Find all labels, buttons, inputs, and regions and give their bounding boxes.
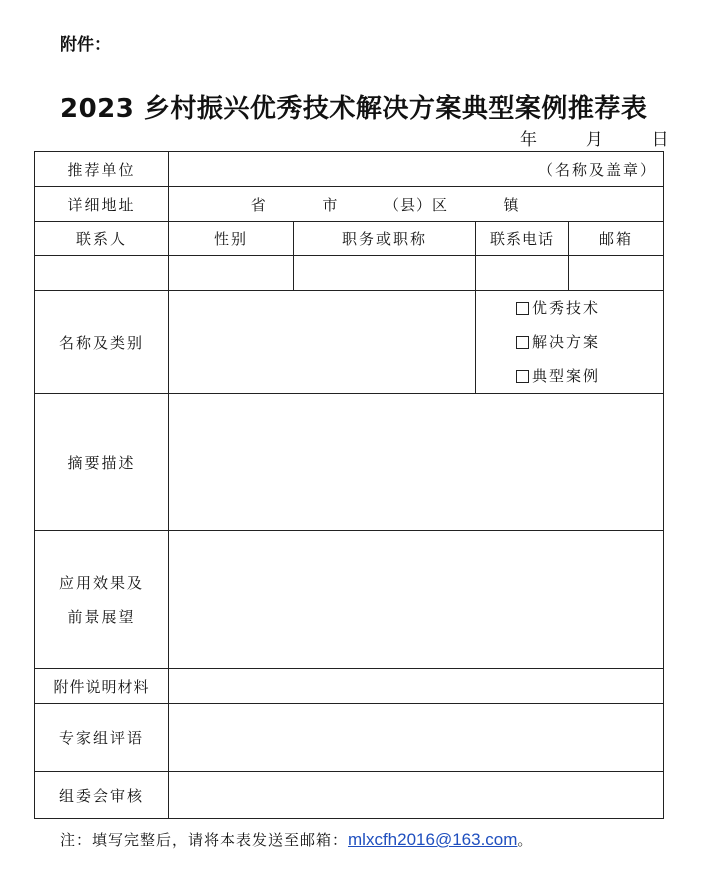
expert-label: 专家组评语 (35, 704, 169, 772)
recommendation-form (34, 151, 664, 819)
date-year: 年 (520, 130, 539, 150)
address-province: 省 (250, 195, 267, 214)
name-field[interactable] (169, 291, 476, 394)
footer-note (60, 829, 533, 850)
committee-label: 组委会审核 (35, 772, 169, 819)
email-field[interactable] (569, 256, 664, 291)
recommender-hint: （名称及盖章） (538, 160, 658, 179)
address-field[interactable] (169, 187, 664, 222)
checkbox[interactable] (516, 302, 529, 315)
recommender-label: 推荐单位 (35, 152, 169, 187)
name-category-label: 名称及类别 (35, 291, 169, 394)
checkbox[interactable] (516, 370, 529, 383)
category-label: 解决方案 (532, 333, 601, 351)
abstract-label: 摘要描述 (35, 394, 169, 531)
phone-field[interactable] (476, 256, 569, 291)
gender-label: 性别 (169, 222, 294, 256)
position-field[interactable] (294, 256, 476, 291)
date-month: 月 (585, 130, 605, 150)
address-town: 镇 (503, 195, 520, 214)
email-label: 邮箱 (569, 222, 664, 256)
note-end: 。 (517, 831, 534, 849)
row-abstract (35, 394, 664, 531)
attachments-field[interactable] (169, 669, 664, 704)
row-effect (35, 531, 664, 669)
attachments-label: 附件说明材料 (35, 669, 169, 704)
note-text: 注：填写完整后，请将本表发送至邮箱： (60, 831, 349, 849)
checkbox[interactable] (516, 336, 529, 349)
effect-field[interactable] (169, 531, 664, 669)
position-label: 职务或职称 (294, 222, 476, 256)
gender-field[interactable] (169, 256, 294, 291)
row-contact-values (35, 256, 664, 291)
effect-label-line1: 应用效果及 (58, 573, 144, 592)
category-option[interactable] (516, 325, 657, 359)
abstract-field[interactable] (169, 394, 664, 531)
contact-label: 联系人 (35, 222, 169, 256)
committee-field[interactable] (169, 772, 664, 819)
phone-label: 联系电话 (476, 222, 569, 256)
email-link[interactable]: mlxcfh2016@163.com (348, 830, 518, 849)
address-city: 市 (322, 195, 339, 214)
page-title: 2023 乡村振兴优秀技术解决方案典型案例推荐表 (60, 94, 648, 124)
row-committee (35, 772, 664, 819)
row-name-category (35, 291, 664, 394)
recommender-field[interactable] (169, 152, 664, 187)
effect-label (35, 531, 169, 669)
category-options (476, 291, 664, 394)
address-label: 详细地址 (35, 187, 169, 222)
category-label: 优秀技术 (532, 299, 601, 317)
category-option[interactable] (516, 359, 657, 393)
row-address (35, 187, 664, 222)
row-attachments (35, 669, 664, 704)
row-recommender (35, 152, 664, 187)
effect-label-line2: 前景展望 (67, 607, 136, 626)
category-label: 典型案例 (532, 367, 601, 385)
date-line (520, 125, 671, 150)
attachment-label: 附件： (60, 35, 111, 55)
contact-field[interactable] (35, 256, 169, 291)
category-option[interactable] (516, 291, 657, 325)
expert-field[interactable] (169, 704, 664, 772)
date-day: 日 (651, 130, 671, 150)
row-contact-headers (35, 222, 664, 256)
row-expert (35, 704, 664, 772)
address-county: （县）区 (383, 195, 448, 214)
